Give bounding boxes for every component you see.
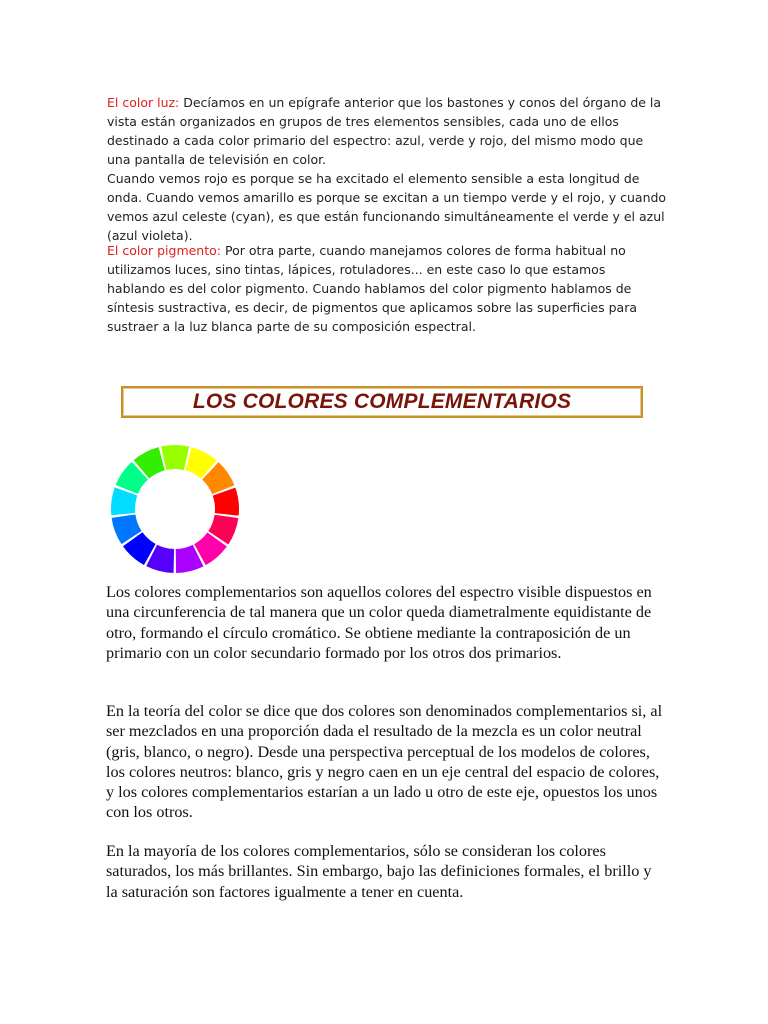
paragraph-2 <box>106 701 666 823</box>
color-luz-text-2: Cuando vemos rojo es porque se ha excitado el elemento sensible a esta longitud de onda. Cuando vemos amarillo es porque se excitan a un tiempo verde y el rojo, y cuando vemos azul celeste (cyan), es que están funcionando simultáneamente el verde y el azul (azul violeta). <box>107 171 667 243</box>
section-title-box <box>121 386 643 418</box>
paragraph-1 <box>106 582 666 663</box>
color-pigmento-text: Por otra parte, cuando manejamos colores de forma habitual no utilizamos luces, sino tintas, lápices, rotuladores... en este caso lo que estamos hablando es del color pigmento. Cuando hablamos del color pigmento hablamos de síntesis sustractiva, es decir, de pigmentos que aplicamos sobre las superficies para sustraer a la luz blanca parte de su composición espectral. <box>107 243 637 334</box>
paragraph-3 <box>106 841 666 902</box>
color-luz-text: Decíamos en un epígrafe anterior que los bastones y conos del órgano de la vista están organizados en grupos de tres elementos sensibles, cada uno de ellos destinado a cada color primario del espectro: azul, verde y rojo, del mismo modo que una pantalla de televisión en color. <box>107 95 662 167</box>
color-pigmento-block <box>107 241 667 336</box>
paragraph-1-text: Los colores complementarios son aquellos colores del espectro visible dispuestos en una circunferencia de tal manera que un color queda diametralmente equidistante de otro, formando el círculo cromático. Se obtiene mediante la contraposición de un primario con un color secundario formado por los otros dos primarios. <box>106 583 652 662</box>
color-wheel-icon <box>108 441 242 577</box>
color-pigmento-label: El color pigmento: <box>107 243 221 258</box>
section-title: LOS COLORES COMPLEMENTARIOS <box>192 390 572 413</box>
color-luz-block <box>107 93 667 245</box>
paragraph-2-text: En la teoría del color se dice que dos colores son denominados complementarios si, al ser mezclados en una proporción dada el resultado de la mezcla es un color neutral (gris, blanco, o negro). Desde una perspectiva perceptual de los modelos de colores, los colores neutros: blanco, gris y negro caen en un eje central del espacio de colores, y los colores complementarios estarían a un lado u otro de este eje, opuestos los unos con los otros. <box>106 702 663 822</box>
paragraph-3-text: En la mayoría de los colores complementarios, sólo se consideran los colores saturados, los más brillantes. Sin embargo, bajo las definiciones formales, el brillo y la saturación son factores igualmente a tener en cuenta. <box>106 842 652 901</box>
color-wheel-segment <box>161 445 189 470</box>
color-luz-label: El color luz: <box>107 95 180 110</box>
